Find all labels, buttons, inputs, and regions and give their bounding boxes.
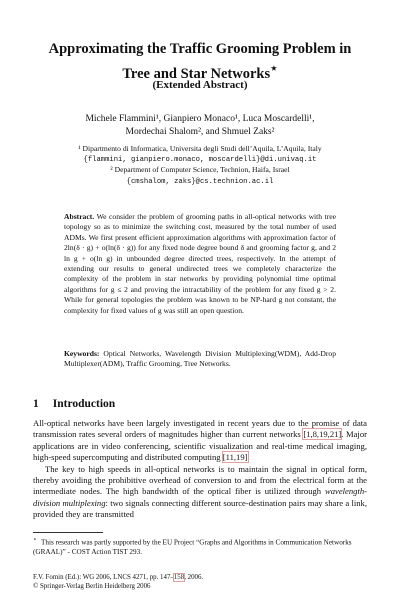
abstract [64, 212, 336, 316]
publication-info [33, 573, 203, 591]
paragraph-2 [33, 464, 367, 521]
title-footnote-mark: ⋆ [270, 61, 278, 75]
keywords [64, 349, 336, 370]
paper-subtitle: (Extended Abstract) [152, 79, 248, 91]
citation-link[interactable]: [11,19] [222, 452, 248, 463]
affiliations [20, 144, 380, 187]
title-line-2: Tree and Star Networks [122, 65, 271, 82]
affiliation-1: ¹ Dipartmento di Informatica, Universita degli Studi dell’Aquila, L’Aquila, Italy [78, 144, 322, 153]
paragraph-1 [33, 418, 367, 464]
paragraph-2-text-a: The key to high speeds in all-optical networks is to maintain the signal in optical form, thereby avoiding the prohibitive overhead of conversion to and from the electrical form at the intermediate nodes. The high bandwidth of the optical fiber is utilized through [33, 463, 367, 497]
paragraph-1-text-c: . [247, 452, 250, 463]
abstract-text: We consider the problem of grooming paths in all-optical networks with tree topology so as to minimize the switching cost, measured by the total number of used ADMs. We first present efficient approximation algorithms with approximation factor of 2ln(δ · g) + o(ln(δ · g)) for any fixed node degree bound δ and grooming factor g, and 2 ln g + o(ln g) in unbounded degree directed trees, respectively. In the attempt of extending our results to general undirected trees we completely characterize the complexity of the problem in star networks by providing polynomial time optimal algorithms for g ≤ 2 and proving the intractability of the problem for any fixed g > 2. While for general topologies the problem was known to be NP-hard g not constant, the complexity for fixed values of g was still an open question. [64, 212, 336, 315]
section-title: Introduction [52, 398, 116, 410]
author-list [20, 113, 380, 138]
paragraph-1-text-a: All-optical networks have been largely investigated in recent years due to the promise of data transmission rates several orders of magnitudes higher than current networks [33, 418, 367, 440]
authors-line-1: Michele Flammini¹, Gianpiero Monaco¹, Luca Moscardelli¹, [85, 114, 315, 124]
paragraph-2-text-b: : two signals connecting different source-destination pairs may share a link, provided they are transmitted [33, 497, 367, 520]
abstract-label: Abstract. [64, 212, 95, 221]
footnote-mark: ⋆ [33, 537, 37, 543]
authors-line-2: Mordechai Shalom², and Shmuel Zaks² [125, 126, 275, 137]
title-line-1: Approximating the Traffic Grooming Problem in [48, 41, 352, 57]
paragraph-2-emphasis: wavelength-division multiplexing [33, 486, 367, 508]
affiliation-1-email: {flammini, gianpiero.monaco, moscardelli}@di.univaq.it [83, 156, 317, 165]
section-heading [33, 398, 115, 410]
pub-line-1-a: F.V. Fomin (Ed.): WG 2006, LNCS 4271, pp. 147– [33, 574, 174, 581]
copyright-line: © Springer-Verlag Berlin Heidelberg 2006 [33, 583, 151, 590]
pub-line-1-b: , 2006. [184, 574, 204, 581]
paper-title [20, 40, 380, 84]
affiliation-2: ² Department of Computer Science, Technion, Haifa, Israel [110, 165, 290, 175]
affiliation-2-email: {cmshalom, zaks}@cs.technion.ac.il [126, 177, 274, 186]
footnote [33, 536, 367, 558]
keywords-label: Keywords: [64, 349, 100, 358]
section-body [33, 418, 367, 521]
section-number: 1 [33, 398, 39, 410]
page-link[interactable]: 158 [173, 574, 185, 581]
citation-link[interactable]: [1,8,19,21] [303, 429, 342, 440]
footnote-text: This research was partly supported by the EU Project “Graphs and Algorithms in Communication Networks (GRAAL)” - COST Action TIST 293. [33, 538, 352, 556]
footnote-rule [33, 532, 103, 533]
keywords-text: Optical Networks, Wavelength Division Multiplexing(WDM), Add-Drop Multiplexer(ADM), Traffic Grooming, Tree Networks. [64, 349, 336, 369]
paragraph-1-text-b: . Major applications are in video conferencing, scientific visualization and real-time medical imaging, high-speed supercomputing and distributed computing [33, 429, 367, 463]
